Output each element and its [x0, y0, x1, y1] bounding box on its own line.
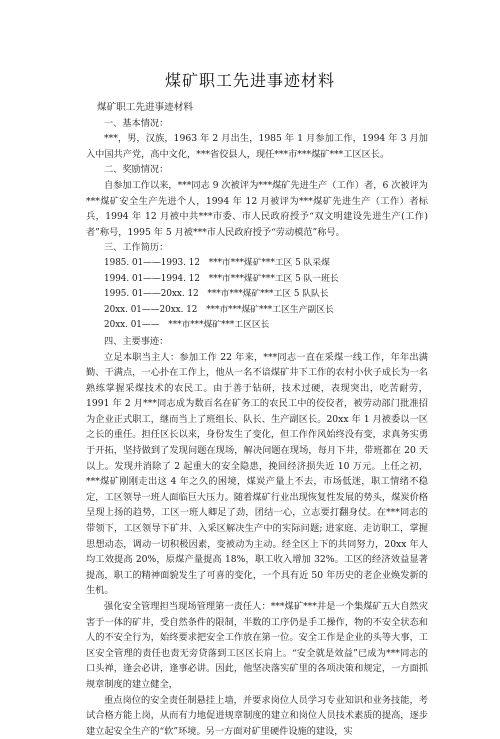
section-heading-awards: 二、奖励情况： [104, 164, 169, 176]
paragraph-deeds-3: 重点岗位的安全责任制悬挂上墙，并要求岗位人员学习专业知识和业务技能，考试合格方能上岗，从而有力地促进规章制度的建立和岗位人员技术素质的提高，逐步建立起安全生产的“软”环境。另一方面对矿里硬件设施的建设，实 [86, 694, 428, 737]
paragraph-basic: ***，男，汉族，1963 年 2 月出生，1985 年 1 月参加工作，1994 年 3 月加入中国共产党，高中文化，***省佼县人，现任***市***煤矿***工区区长。 [86, 133, 428, 160]
history-item: 20xx. 01——20xx. 12 ***市***煤矿***工区生产副区长 [104, 304, 334, 315]
document-title: 煤矿职工先进事迹材料 [164, 71, 335, 90]
history-item: 1994. 01——1994. 12 ***市***煤矿***工区 5 队一班长 [104, 273, 339, 284]
paragraph-awards: 自参加工作以来，***同志 9 次被评为***煤矿先进生产（工作）者，6 次被评为***煤矿安全生产先进个人，1994 年 12 月被评为***煤矿先进生产（工作）者标兵，1994 年 12 月被中共***市委、市人民政府授予“双文明建设先进生产(工作)者”称号，1995 年 5 月被***市人民政府授予“劳动模范”称号。 [86, 179, 428, 238]
paragraph-deeds-2: 强化安全管理担当现场管理第一责任人：***煤矿***井是一个集煤矿五大自然灾害于一体的矿井，受自然条件的限制，半数的工序仍是手工操作，物的不安全状态和人的不安全行为，始终要求把安全工作放在第一位。安全工作是企业的头等大事，工区安全管理的责任也责无旁贷落到工区区长肩上。“安全就是效益”已成为***同志的口头禅，逢会必讲，逢事必讲。因此，他坚决落实矿里的各项决策和规定，一方面抓规章制度的建立健全， [86, 601, 428, 690]
paragraph-deeds-1: 立足本职当主人：参加工作 22 年来，***同志一直在采煤一线工作，年年出满勤、干满点，一心扑在工作上，他从一名不谙煤矿井下工作的农村小伙子成长为一名熟练掌握采煤技术的农民工。由于善于钻研，技术过硬，表现突出，吃苦耐劳，1991 年 2 月***同志成为数百名在矿务工的农民工中的佼佼者，被劳动部门批准招为企业正式职工，继而当上了班组长、队长、生产副区长。20xx 年 1 月被委以一区之长的重任。担任区长以来，身份发生了变化，但工作作风始终没有变，求真务实勇于开拓，坚持做到了发现问题在现场，解决问题在现场，每月下井，带班都在 20 天以上。发现并消除了 2 起重大的安全隐患，挽回经济损失近 10 万元。上任之初，***煤矿刚刚走出这 4 年之久的困境，煤炭产量上不去，市场低迷，职工情绪不稳定，工区领导一班人面临巨大压力。随着煤矿行业出现恢复性发展的势头，煤炭价格呈现上扬的趋势，工区一班人卿足了劲，团结一心，立志要打翻身仗。在***同志的带领下，工区领导下矿井、入采区解决生产中的实际问题; 进家庭、走访职工，掌握思想动态，调动一切积极因素，变被动为主动。经全区上下的共同努力，20xx 年人均工效提高 20%，原煤产量提高 18%，职工收入增加 32%。工区的经济效益显著提高，职工的精神面貌发生了可喜的变化，一个具有近 50 年历史的老企业焕发新的生机。 [86, 351, 428, 597]
history-item: 1985. 01——1993. 12 ***市***煤矿***工区 5 队采煤 [104, 257, 330, 268]
history-item: 20xx. 01—— ***市***煤矿***工区区长 [104, 320, 270, 331]
history-item: 1995. 01——20xx. 12 ***市***煤矿***工区 5 队队长 [104, 289, 329, 300]
section-heading-history: 三、工作简历： [104, 242, 169, 254]
document-body [86, 100, 428, 739]
document-subtitle: 煤矿职工先进事迹材料 [97, 102, 193, 113]
section-heading-deeds: 四、主要事迹： [104, 335, 169, 347]
section-heading-basic: 一、基本情况： [104, 117, 169, 129]
